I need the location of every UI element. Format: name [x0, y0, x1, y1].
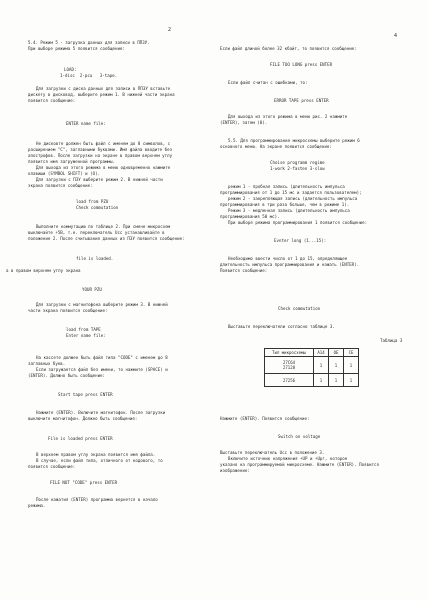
paragraph-line: При выборе режима программирования 1 появится сообщение:	[228, 220, 368, 225]
paragraph-line: Выполните коммутацию по таблице 2. При смене микросхем	[36, 224, 171, 229]
paragraph-line: (ENTER). Должно быть сообщение:	[28, 373, 106, 378]
screen-message: Check commutation	[76, 205, 119, 210]
paragraph-line: Режим 3 - медленная запись (длительность импульса	[228, 208, 350, 213]
screen-message: file is loaded.	[76, 256, 114, 261]
paragraph-line: изображение:	[220, 468, 250, 473]
paragraph-line: Для выхода из этого режима в меню одновременно нажмите	[36, 165, 171, 170]
paragraph-line: программирования 50 мс).	[220, 214, 280, 219]
paragraph-line: Для выхода из этого режима в меню рис. 2 нажмите	[228, 114, 348, 119]
paragraph-line: положение 2. После считывания данных из ПЗУ появится сообщение:	[28, 236, 185, 241]
screen-message: Choise programm regime	[270, 160, 325, 165]
paragraph-line: 5.5. Для программирования микросхемы выберите режим 6	[228, 138, 360, 143]
paragraph-line: программирования в три раза больше, чем в режиме 1).	[220, 202, 350, 207]
screen-message: 1-disc 2-pcu 3-tape.	[60, 73, 118, 78]
paragraph-line: Для загрузки с ПЗУ выберите режим 2. В нижней части	[36, 177, 163, 182]
paragraph-line: В верхнем правом углу экрана появится имя файла.	[36, 452, 156, 457]
table-cell: 27256	[265, 374, 314, 387]
paragraph-line: режим 2 - закрепляющая запись (длительность импульса	[228, 196, 358, 201]
paragraph-line: режим 1 - пробная запись (длительность импульса	[228, 184, 345, 189]
paragraph-line: появится сообщение:	[28, 98, 76, 103]
screen-message: ENTER name file:	[66, 121, 106, 126]
screen-message: Check commutation	[278, 306, 321, 311]
paragraph-line: После нажатия (ENTER) программа вернется в начало	[36, 497, 158, 502]
screen-message: Evnter long (1...15):	[274, 238, 327, 243]
screen-message: Switch on voltage	[278, 434, 321, 439]
paragraph-line: клавиши (SYMBOL SHIFT) и (O).	[28, 171, 101, 176]
table-cell: 1	[344, 357, 359, 374]
screen-message: YOUR PZU	[82, 287, 102, 292]
paragraph-line: дискету в дисковод, выберите режим 1. В нижней части экрана	[28, 92, 175, 97]
paragraph-line: апострофов. После загрузки на экране в правом верхнем углу	[28, 153, 173, 158]
table-row	[265, 374, 359, 387]
table-cell: 1	[314, 357, 329, 374]
chip-type-line: 27128	[282, 365, 296, 370]
paragraph-line: (ENTER), затем (0).	[220, 120, 268, 125]
table-header-cell: Тип микросхемы	[265, 349, 314, 357]
page-number: 2	[168, 27, 172, 33]
screen-message: LOAD:	[64, 67, 77, 72]
switch-table	[264, 348, 359, 387]
paragraph-line: Выставьте переключатель Ucc в положение 3.	[220, 450, 325, 455]
table-header-cell: OE	[329, 349, 344, 357]
paragraph-line: а в правом верхнем углу экрана	[6, 268, 81, 273]
screen-message: Enter name file:	[66, 333, 106, 338]
paragraph-line: Для загрузки с диска данных для записи в ППЗУ вставьте	[36, 86, 171, 91]
paragraph-line: расширением "C", заглавными буквами. Имя файла вводите без	[28, 147, 173, 152]
paragraph-line: части экрана появится сообщение:	[28, 308, 108, 313]
paragraph-line: длительность импульса программирования и нажать (ENTER).	[220, 262, 360, 267]
paragraph-line: программирования от 1 до 15 мс и задается пользователем);	[220, 190, 362, 195]
chip-type-line: 27С64	[282, 360, 296, 365]
paragraph-line: 5.4. Режим 5 - загрузка данных для записи в ППЗУ.	[28, 40, 150, 45]
screen-message: FILE NOT "CODE" press ENTER	[50, 480, 118, 485]
paragraph-line: режима.	[28, 503, 46, 508]
page-number: 4	[394, 33, 398, 39]
paragraph-line: указано на программируемой микросхеме. Нажмите (ENTER). Появится	[220, 462, 380, 467]
screen-message: load from PZU	[76, 199, 109, 204]
screen-message: load from TAPE	[66, 327, 101, 332]
screen-message: 1-work 2-fasten 3-slow	[270, 166, 325, 171]
paragraph-line: выключите магнитофон. Должно быть сообщение:	[28, 416, 138, 421]
paragraph-line: При выборе режима 5 появится сообщение:	[28, 46, 125, 51]
table-cell: 1	[314, 374, 329, 387]
paragraph-line: Выставьте переключатели согласно таблице 3.	[228, 324, 335, 329]
screen-message: Start tape press ENTER	[58, 392, 113, 397]
paragraph-line: заглавных букв.	[28, 361, 66, 366]
table-cell	[265, 357, 314, 374]
right-page	[214, 0, 428, 600]
paragraph-line: появится сообщение:	[28, 464, 76, 469]
paragraph-line: Если файл длиной более 32 кбайт, то появится сообщение:	[220, 46, 357, 51]
paragraph-line: Необходимо ввести число от 1 до 15, определяющее	[228, 256, 348, 261]
table-caption: Таблица 3	[380, 338, 403, 343]
paragraph-line: Если загружается файл без имени, то нажмите (SPACE) и	[36, 367, 168, 372]
table-header-cell: CE	[344, 349, 359, 357]
screen-message: File is loaded press ENTER	[48, 436, 113, 441]
table-header-cell: A14	[314, 349, 329, 357]
table-row	[265, 357, 359, 374]
paragraph-line: На кассете должен быть файл типа "CODE" с именем до 8	[36, 355, 168, 360]
table-header-row	[265, 349, 359, 357]
paragraph-line: выключайте +5В, т.е. переключатель Ucc устанавливайте в	[28, 230, 165, 235]
paragraph-line: Появится сообщение:	[220, 268, 268, 273]
paragraph-line: Для загрузки с магнитофона выберите режим 3. В нижней	[36, 302, 168, 307]
paragraph-line: появится имя загруженной программы.	[28, 159, 115, 164]
paragraph-line: Если файл считан с ошибками, то:	[228, 80, 308, 85]
paragraph-line: Нажмите (ENTER). Включите магнитофон. После загрузки	[36, 410, 166, 415]
paragraph-line: Включите источник напряжения +UР и +Uрг, которое	[228, 456, 348, 461]
paragraph-line: экрана появится сообщение:	[28, 183, 93, 188]
paragraph-line: Нажмите (ENTER). Появится сообщение:	[220, 416, 310, 421]
screen-message: FILE TOO LONG press ENTER	[270, 62, 333, 67]
paragraph-line: Не дисковте должен быть файл с именем до 8 символов, с	[36, 141, 171, 146]
table-cell: 1	[329, 374, 344, 387]
paragraph-line: основного меню. На экране появится сообщение:	[220, 144, 332, 149]
table-cell: 1	[329, 357, 344, 374]
table-cell: 1	[344, 374, 359, 387]
screen-message: ERROR TAPE press ENTER	[274, 98, 329, 103]
paragraph-line: В случае, если файл типа, отличного от кодового, то	[36, 458, 163, 463]
